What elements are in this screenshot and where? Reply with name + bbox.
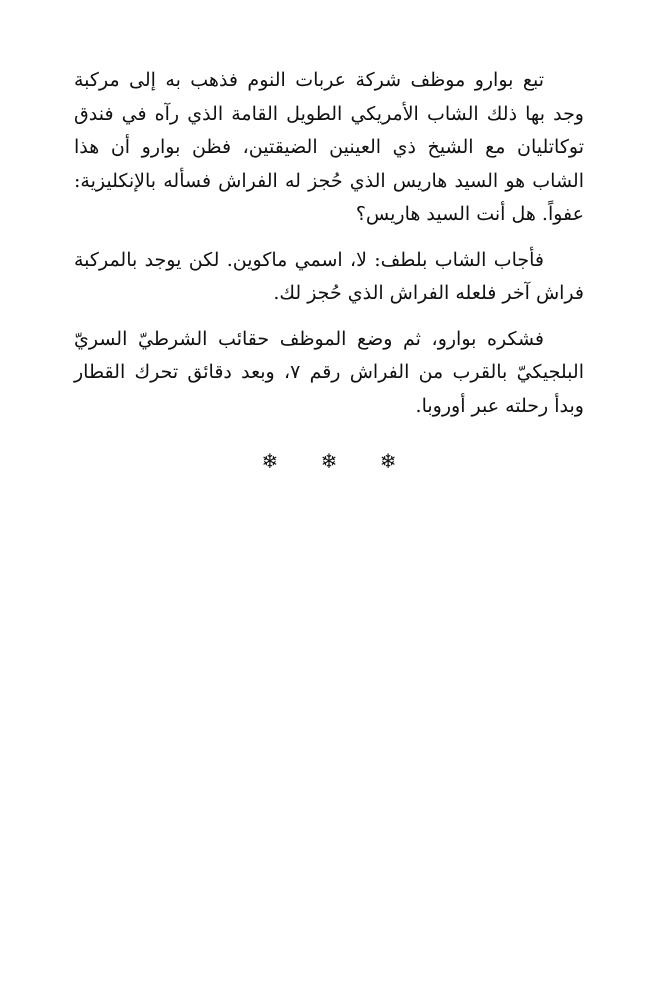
section-divider: ❄ ❄ ❄ bbox=[261, 449, 415, 473]
paragraph-1: تبع بوارو موظف شركة عربات النوم فذهب به إلى مركبة وجد بها ذلك الشاب الأمريكي الطويل القامة الذي رآه في فندق توكاتليان مع الشيخ ذي العينين الضيقتين، فظن بوارو أن هذا الشاب هو السيد هاريس الذي حُجز له الفراش فسأله بالإنكليزية: عفواً. هل أنت السيد هاريس؟ bbox=[74, 69, 584, 225]
page-text bbox=[74, 64, 584, 479]
paragraph-3: فشكره بوارو، ثم وضع الموظف حقائب الشرطيّ السريّ البلجيكيّ بالقرب من الفراش رقم ٧، وبعد دقائق تحرك القطار وبدأ رحلته عبر أوروبا. bbox=[74, 327, 584, 417]
paragraph-2: فأجاب الشاب بلطف: لا، اسمي ماكوين. لكن يوجد بالمركبة فراش آخر فلعله الفراش الذي حُجز لك. bbox=[74, 248, 584, 304]
